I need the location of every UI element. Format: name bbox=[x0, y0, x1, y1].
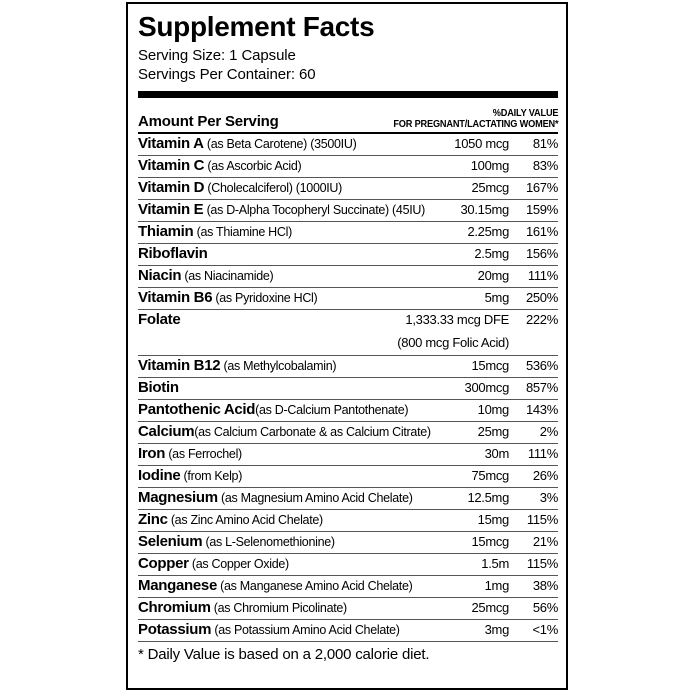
nutrient-amount: 300mcg bbox=[464, 379, 509, 395]
nutrient-daily-value: 115% bbox=[526, 555, 558, 571]
nutrient-daily-value: 143% bbox=[525, 401, 558, 417]
nutrient-amount: 2.25mg bbox=[467, 223, 509, 239]
nutrient-name: Pantothenic Acid bbox=[138, 400, 256, 418]
table-row bbox=[138, 532, 558, 554]
nutrient-name: Calcium bbox=[138, 422, 195, 440]
nutrient-source: (as D-Calcium Pantothenate) bbox=[255, 402, 409, 417]
table-row bbox=[138, 444, 558, 466]
nutrient-source: (as Calcium Carbonate & as Calcium Citrate) bbox=[194, 424, 431, 439]
nutrient-amount: 30.15mg bbox=[460, 201, 509, 217]
nutrient-daily-value: 167% bbox=[525, 179, 558, 195]
table-row bbox=[138, 378, 558, 400]
nutrient-name: Vitamin D bbox=[138, 178, 205, 196]
table-row bbox=[138, 356, 558, 378]
nutrient-name-cell bbox=[138, 400, 472, 420]
nutrient-name-cell bbox=[138, 378, 459, 398]
nutrient-name-cell bbox=[138, 532, 465, 552]
nutrient-source: (as Beta Carotene) (3500IU) bbox=[203, 136, 357, 151]
nutrient-source: (as Chromium Picolinate) bbox=[210, 600, 347, 615]
nutrient-name: Iron bbox=[138, 444, 166, 462]
nutrient-name-cell bbox=[138, 554, 475, 574]
table-row bbox=[138, 466, 558, 488]
nutrient-daily-value: 26% bbox=[532, 467, 558, 483]
nutrient-source: (from Kelp) bbox=[180, 468, 243, 483]
nutrient-daily-value: 111% bbox=[527, 267, 558, 283]
nutrient-daily-value: 2% bbox=[539, 423, 558, 439]
nutrient-daily-value: 857% bbox=[525, 379, 558, 395]
nutrient-daily-value: 536% bbox=[525, 357, 558, 373]
nutrient-name: Vitamin E bbox=[138, 200, 204, 218]
nutrient-daily-value: 56% bbox=[532, 599, 558, 615]
table-row bbox=[138, 422, 558, 444]
nutrient-name-cell bbox=[138, 422, 472, 442]
nutrient-amount: 1.5m bbox=[481, 555, 509, 571]
nutrient-name: Chromium bbox=[138, 598, 211, 616]
nutrient-amount: 25mg bbox=[477, 423, 509, 439]
nutrient-amount: 20mg bbox=[477, 267, 509, 283]
nutrient-source: (as Thiamine HCl) bbox=[193, 224, 292, 239]
nutrient-name: Thiamin bbox=[138, 222, 194, 240]
nutrient-daily-value: 161% bbox=[525, 223, 558, 239]
nutrient-source: (as L-Selenomethionine) bbox=[202, 534, 335, 549]
table-row bbox=[138, 598, 558, 620]
nutrient-name: Folate bbox=[138, 310, 181, 328]
table-row bbox=[138, 178, 558, 200]
thick-divider bbox=[138, 91, 558, 98]
table-row bbox=[138, 400, 558, 422]
nutrient-rows bbox=[138, 134, 558, 642]
nutrient-name: Biotin bbox=[138, 378, 179, 396]
nutrient-name: Copper bbox=[138, 554, 189, 572]
nutrient-name-cell bbox=[138, 510, 472, 530]
nutrient-amount: 15mcg bbox=[471, 357, 509, 373]
nutrient-amount: 1050 mcg bbox=[454, 135, 509, 151]
nutrient-name-cell bbox=[138, 620, 479, 640]
page-title: Supplement Facts bbox=[138, 11, 375, 42]
nutrient-daily-value: 159% bbox=[525, 201, 558, 217]
nutrient-source: (Cholecalciferol) (1000IU) bbox=[204, 180, 343, 195]
nutrient-source: (as Pyridoxine HCl) bbox=[212, 290, 318, 305]
nutrient-amount: 1,333.33 mcg DFE bbox=[405, 311, 509, 327]
servings-per-container: Servings Per Container: 60 bbox=[138, 65, 316, 83]
nutrient-name: Iodine bbox=[138, 466, 181, 484]
footnote: * Daily Value is based on a 2,000 calorie diet. bbox=[138, 645, 430, 663]
nutrient-source: (as Potassium Amino Acid Chelate) bbox=[211, 622, 400, 637]
nutrient-name-cell bbox=[138, 310, 399, 330]
nutrient-amount: 3mg bbox=[484, 621, 509, 637]
nutrient-name: Vitamin C bbox=[138, 156, 205, 174]
nutrient-amount: 2.5mg bbox=[474, 245, 509, 261]
nutrient-name-cell bbox=[138, 266, 472, 286]
nutrient-amount: 25mcg bbox=[471, 599, 509, 615]
nutrient-name-cell bbox=[138, 200, 455, 220]
nutrient-amount: 15mg bbox=[477, 511, 509, 527]
nutrient-amount: 75mcg bbox=[471, 467, 509, 483]
nutrient-name: Vitamin A bbox=[138, 134, 204, 152]
nutrient-amount: 1mg bbox=[484, 577, 509, 593]
table-row bbox=[138, 620, 558, 642]
nutrient-source: (as Niacinamide) bbox=[181, 268, 274, 283]
nutrient-amount: 5mg bbox=[484, 289, 509, 305]
nutrient-name-cell bbox=[138, 488, 461, 508]
daily-value-header-line1: %DAILY VALUE bbox=[492, 107, 558, 119]
nutrient-name: Vitamin B6 bbox=[138, 288, 213, 306]
nutrient-name: Zinc bbox=[138, 510, 168, 528]
nutrient-name-cell bbox=[138, 134, 448, 154]
table-row bbox=[138, 288, 558, 310]
nutrient-amount: 10mg bbox=[477, 401, 509, 417]
table-row bbox=[138, 244, 558, 266]
table-row bbox=[138, 488, 558, 510]
nutrient-name-cell bbox=[138, 178, 465, 198]
nutrient-source: (as Methylcobalamin) bbox=[220, 358, 337, 373]
nutrient-daily-value: 38% bbox=[532, 577, 558, 593]
nutrient-daily-value: 111% bbox=[527, 445, 558, 461]
nutrient-amount: 12.5mg bbox=[467, 489, 509, 505]
nutrient-daily-value: 250% bbox=[525, 289, 558, 305]
nutrient-source: (as Ferrochel) bbox=[165, 446, 242, 461]
nutrient-source: (as D-Alpha Tocopheryl Succinate) (45IU) bbox=[203, 202, 425, 217]
nutrient-name: Vitamin B12 bbox=[138, 356, 221, 374]
nutrient-amount: 100mg bbox=[470, 157, 509, 173]
nutrient-name-cell bbox=[138, 288, 479, 308]
nutrient-name-cell bbox=[138, 576, 479, 596]
nutrient-daily-value: 156% bbox=[525, 245, 558, 261]
nutrient-amount: 15mcg bbox=[471, 533, 509, 549]
nutrient-daily-value: 115% bbox=[526, 511, 558, 527]
table-row bbox=[138, 576, 558, 598]
column-header-row bbox=[138, 98, 558, 134]
nutrient-daily-value: 222% bbox=[525, 311, 558, 327]
nutrient-name-cell bbox=[138, 444, 479, 464]
table-row bbox=[138, 510, 558, 532]
nutrient-source: (as Zinc Amino Acid Chelate) bbox=[167, 512, 323, 527]
table-row bbox=[138, 200, 558, 222]
nutrient-daily-value: 83% bbox=[532, 157, 558, 173]
nutrient-name-cell bbox=[138, 156, 465, 176]
daily-value-header-line2: FOR PREGNANT/LACTATING WOMEN* bbox=[392, 118, 558, 130]
nutrient-name-cell bbox=[138, 466, 465, 486]
table-row bbox=[138, 310, 558, 332]
nutrient-amount: 25mcg bbox=[471, 179, 509, 195]
table-row bbox=[138, 266, 558, 288]
nutrient-name-cell bbox=[138, 222, 461, 242]
table-row bbox=[138, 134, 558, 156]
nutrient-name: Riboflavin bbox=[138, 244, 208, 262]
nutrient-daily-value: <1% bbox=[532, 621, 558, 637]
table-row-continuation bbox=[138, 332, 558, 356]
nutrient-daily-value: 21% bbox=[532, 533, 558, 549]
nutrient-name-cell bbox=[138, 598, 465, 618]
nutrient-name: Potassium bbox=[138, 620, 212, 638]
supplement-facts-panel bbox=[126, 2, 568, 690]
nutrient-amount: 30m bbox=[484, 445, 509, 461]
table-row bbox=[138, 222, 558, 244]
table-row bbox=[138, 156, 558, 178]
panel-inner bbox=[128, 13, 566, 690]
nutrient-name-cell bbox=[138, 244, 468, 264]
nutrient-source: (as Magnesium Amino Acid Chelate) bbox=[217, 490, 413, 505]
nutrient-source: (as Copper Oxide) bbox=[188, 556, 289, 571]
nutrient-source: (as Manganese Amino Acid Chelate) bbox=[217, 578, 413, 593]
nutrient-name: Manganese bbox=[138, 576, 217, 594]
amount-per-serving-header: Amount Per Serving bbox=[138, 112, 279, 130]
nutrient-daily-value: 81% bbox=[532, 135, 558, 151]
nutrient-name: Selenium bbox=[138, 532, 203, 550]
nutrient-amount-continuation: (800 mcg Folic Acid) bbox=[397, 334, 509, 350]
daily-value-header bbox=[393, 109, 558, 131]
serving-size: Serving Size: 1 Capsule bbox=[138, 47, 296, 64]
nutrient-name: Niacin bbox=[138, 266, 182, 284]
table-row bbox=[138, 554, 558, 576]
nutrient-name-cell bbox=[138, 356, 465, 376]
nutrient-source: (as Ascorbic Acid) bbox=[204, 158, 302, 173]
nutrient-daily-value: 3% bbox=[539, 489, 558, 505]
nutrient-name: Magnesium bbox=[138, 488, 218, 506]
